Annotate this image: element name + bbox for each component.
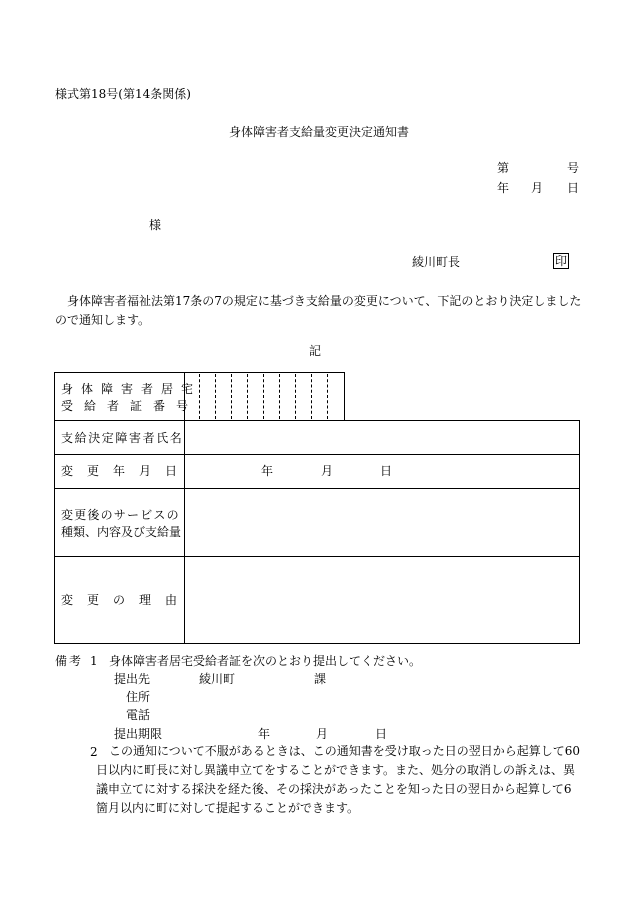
row2-label: 支給決定障害者氏名 [61, 431, 184, 445]
recipient-suffix: 様 [149, 218, 162, 232]
ki-marker: 記 [309, 344, 322, 358]
row1-divider [184, 372, 185, 421]
row1-label-line1: 身体障害者居宅 [61, 382, 202, 396]
doc-number-dai: 第 [497, 161, 510, 175]
note2-number: 2 [90, 745, 98, 759]
row3-label: 変更年月日 [61, 464, 192, 478]
row3-nen: 年 [261, 464, 274, 478]
doc-number-go: 号 [567, 161, 580, 175]
submit-to-value: 綾川町 [199, 672, 236, 686]
deadline-nen: 年 [258, 727, 271, 741]
row1-label-line2: 受給者証番号 [61, 399, 200, 413]
note1-text: 身体障害者居宅受給者証を次のとおり提出してください。 [109, 654, 422, 668]
submit-to-label: 提出先 [114, 672, 151, 686]
form-number: 様式第18号(第14条関係) [55, 87, 191, 101]
date-hi: 日 [567, 181, 580, 195]
document-title: 身体障害者支給量変更決定通知書 [229, 125, 410, 139]
body-text: 身体障害者福祉法第17条の7の規定に基づき支給量の変更について、下記のとおり決定しましたので通知します。 [55, 294, 582, 327]
note1-number: 1 [90, 654, 98, 668]
row5-label: 変更の理由 [61, 593, 192, 607]
submit-to-ka: 課 [314, 672, 327, 686]
issuer-name: 綾川町長 [412, 255, 461, 269]
row4-label-line2: 種類、内容及び支給量 [61, 525, 182, 539]
date-tsuki: 月 [531, 181, 544, 195]
date-nen: 年 [497, 181, 510, 195]
row3-hi: 日 [380, 464, 393, 478]
deadline-hi: 日 [375, 727, 388, 741]
row4-label-line1: 変更後のサービスの [61, 508, 180, 522]
note2-text: この通知について不服があるときは、この通知書を受け取った日の翌日から起算して60日以内に町長に対し異議申立てをすることができます。また、処分の取消しの訴えは、異議申立てに対する採決を経た後、その採決があったことを知った日の翌日から起算して6箇月以内に町に対して提起することができます。 [96, 744, 581, 815]
deadline-tsuki: 月 [316, 727, 329, 741]
row3-tsuki: 月 [321, 464, 334, 478]
phone-label: 電話 [126, 708, 151, 722]
notes-heading: 備考 [55, 654, 84, 668]
address-label: 住所 [126, 690, 151, 704]
seal-mark: 印 [554, 254, 567, 268]
deadline-label: 提出期限 [114, 727, 163, 741]
